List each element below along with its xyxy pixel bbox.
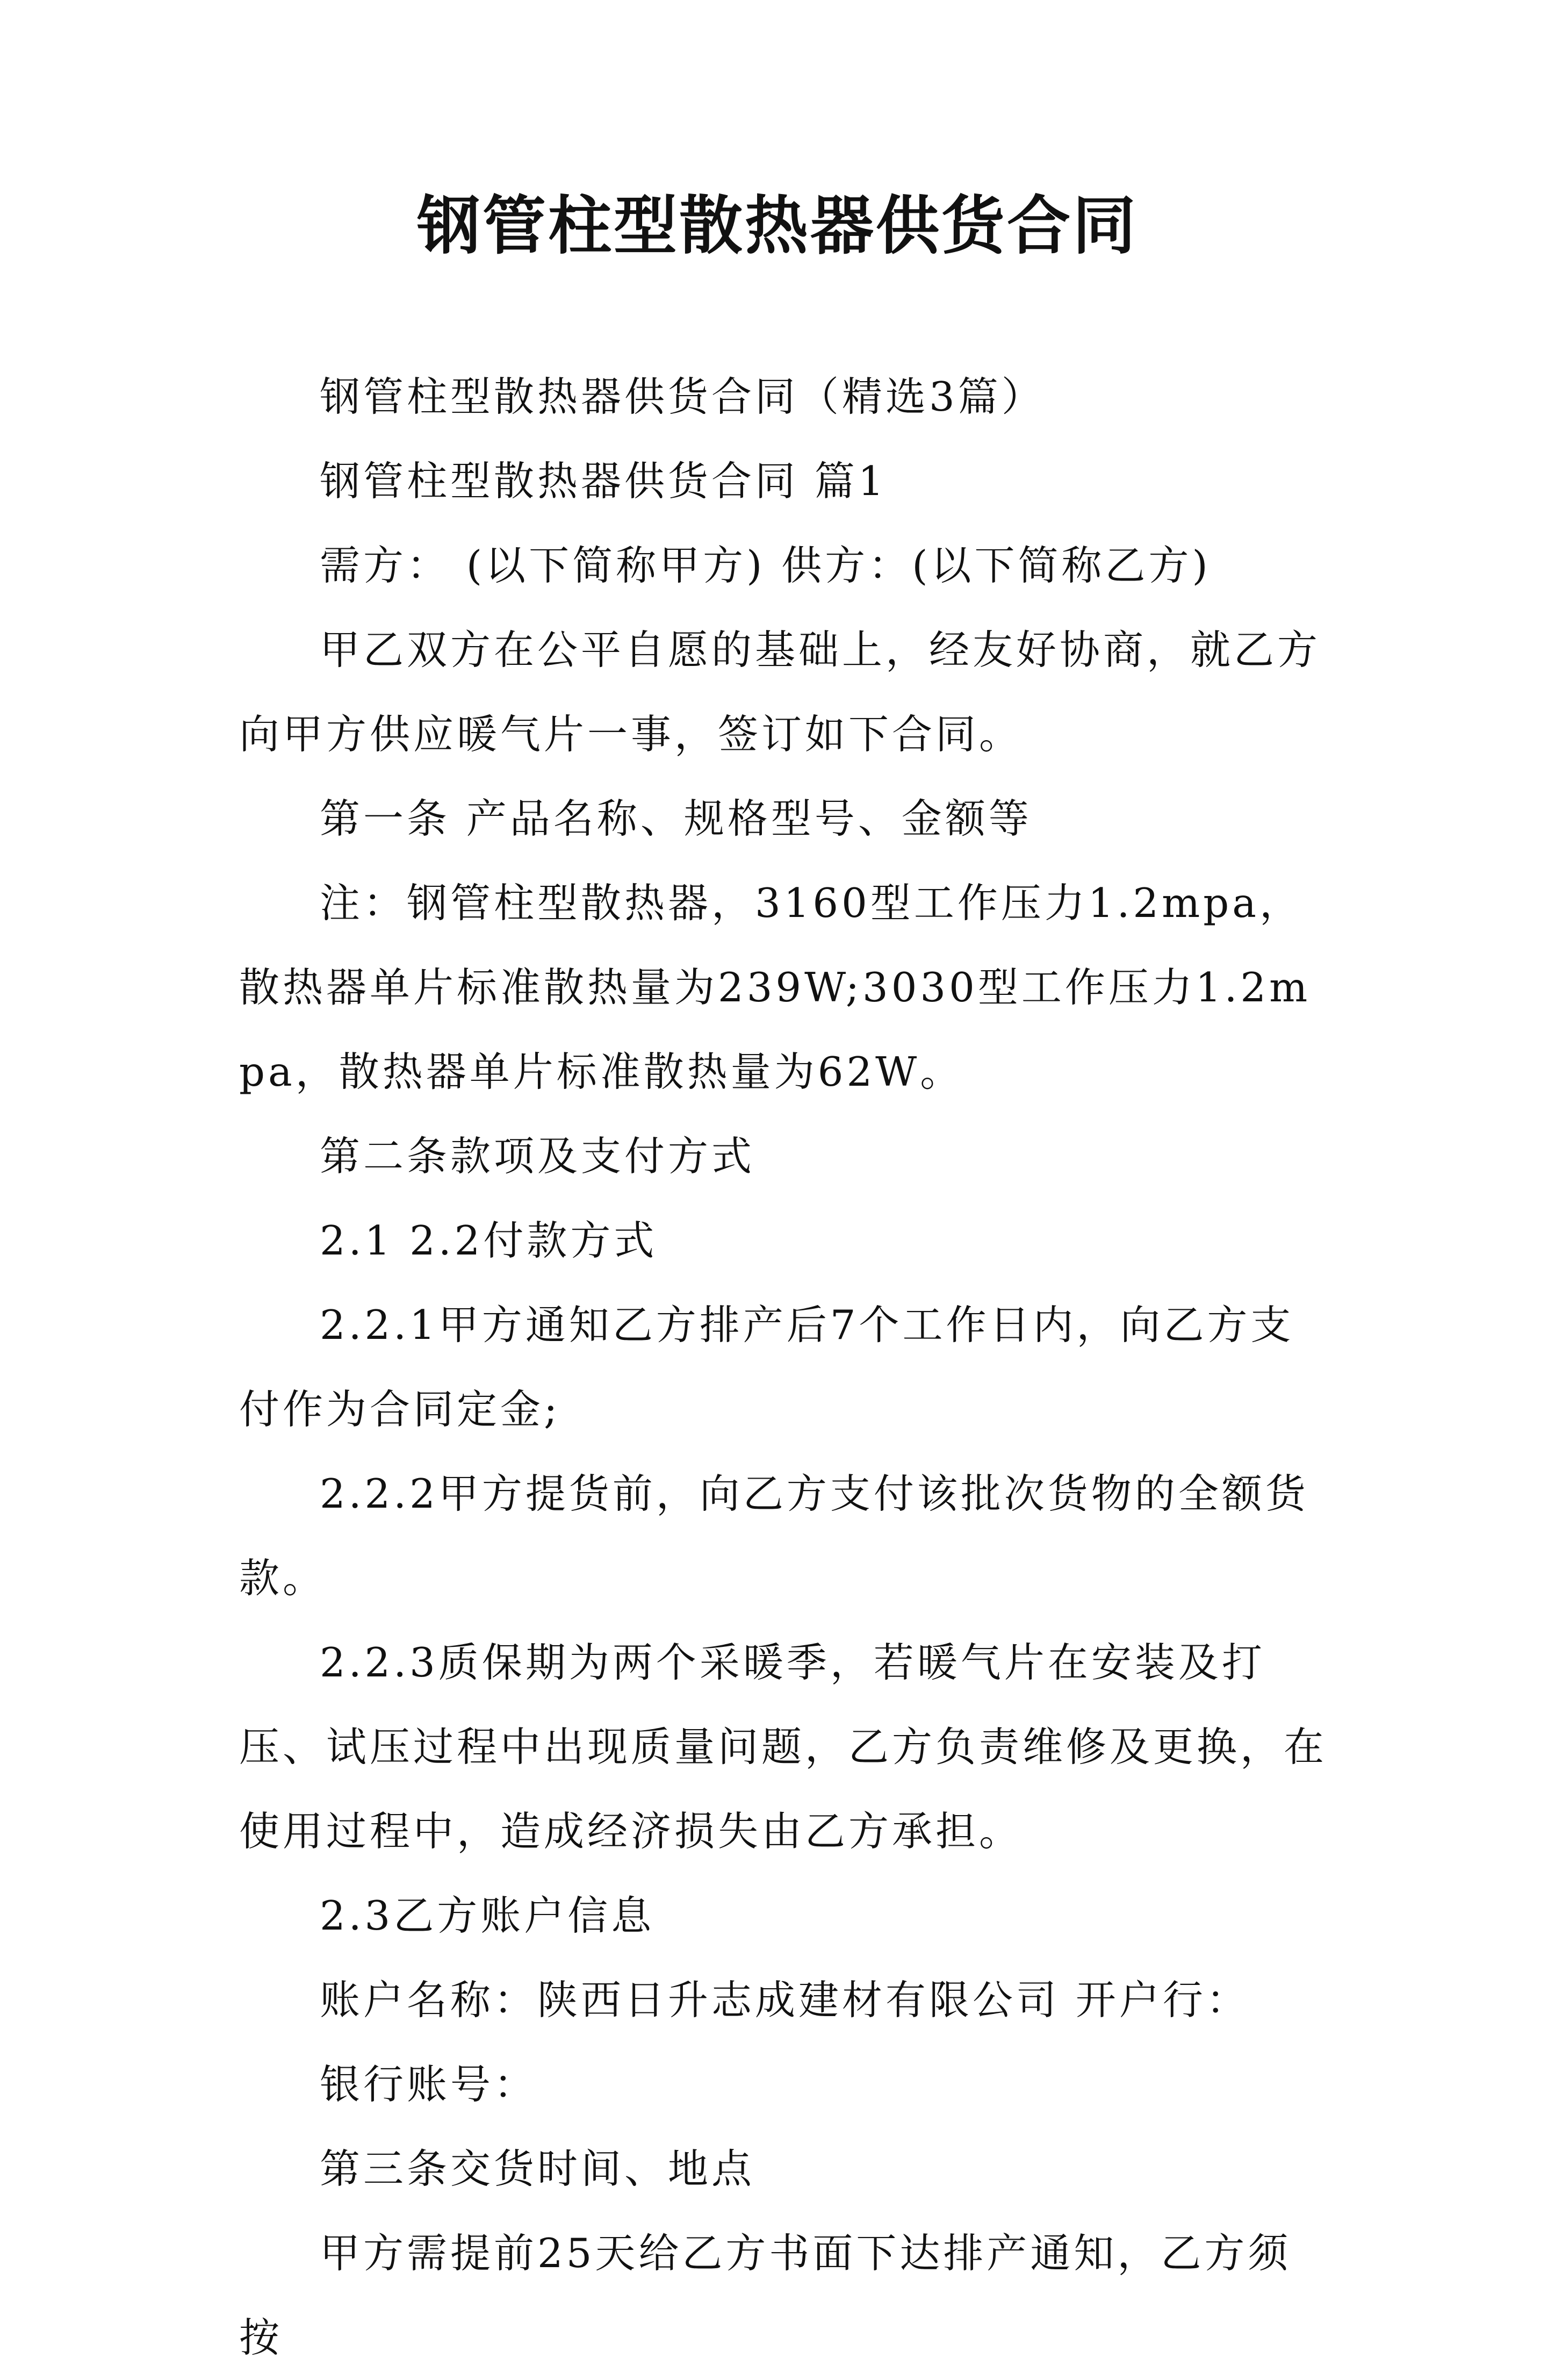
paragraph: 2.1 2.2付款方式: [320, 1217, 658, 1264]
paragraph: 钢管柱型散热器供货合同（精选3篇）: [320, 373, 1045, 420]
paragraph: 第三条交货时间、地点: [320, 2145, 755, 2192]
paragraph: 第一条 产品名称、规格型号、金额等: [320, 795, 1032, 842]
paragraph: 2.2.1甲方通知乙方排产后7个工作日内，向乙方支付作为合同定金;: [239, 1301, 1294, 1433]
paragraph: 注：钢管柱型散热器，3160型工作压力1.2mpa，散热器单片标准散热量为239W;3030型工作压力1.2mpa，散热器单片标准散热量为62W。: [239, 879, 1311, 1095]
paragraph: 2.3乙方账户信息: [320, 1892, 655, 1939]
paragraph: 2.2.2甲方提货前，向乙方支付该批次货物的全额货款。: [239, 1470, 1309, 1602]
paragraph: 钢管柱型散热器供货合同 篇1: [320, 457, 887, 505]
document-body: [239, 355, 1330, 2380]
paragraph: 甲方需提前25天给乙方书面下达排产通知，乙方须按: [239, 2230, 1292, 2361]
paragraph: 2.2.3质保期为两个采暖季，若暖气片在安装及打压、试压过程中出现质量问题，乙方负责维修及更换，在使用过程中，造成经济损失由乙方承担。: [239, 1639, 1328, 1855]
paragraph: 需方： (以下简称甲方) 供方：(以下简称乙方): [320, 542, 1211, 589]
document-title: 钢管柱型散热器供货合同: [416, 188, 1138, 263]
paragraph: 第二条款项及支付方式: [320, 1132, 755, 1180]
paragraph: 银行账号：: [320, 2061, 538, 2108]
paragraph: 账户名称：陕西日升志成建材有限公司 开户行：: [320, 1976, 1250, 2024]
paragraph: 甲乙双方在公平自愿的基础上，经友好协商，就乙方向甲方供应暖气片一事，签订如下合同。: [239, 626, 1321, 758]
